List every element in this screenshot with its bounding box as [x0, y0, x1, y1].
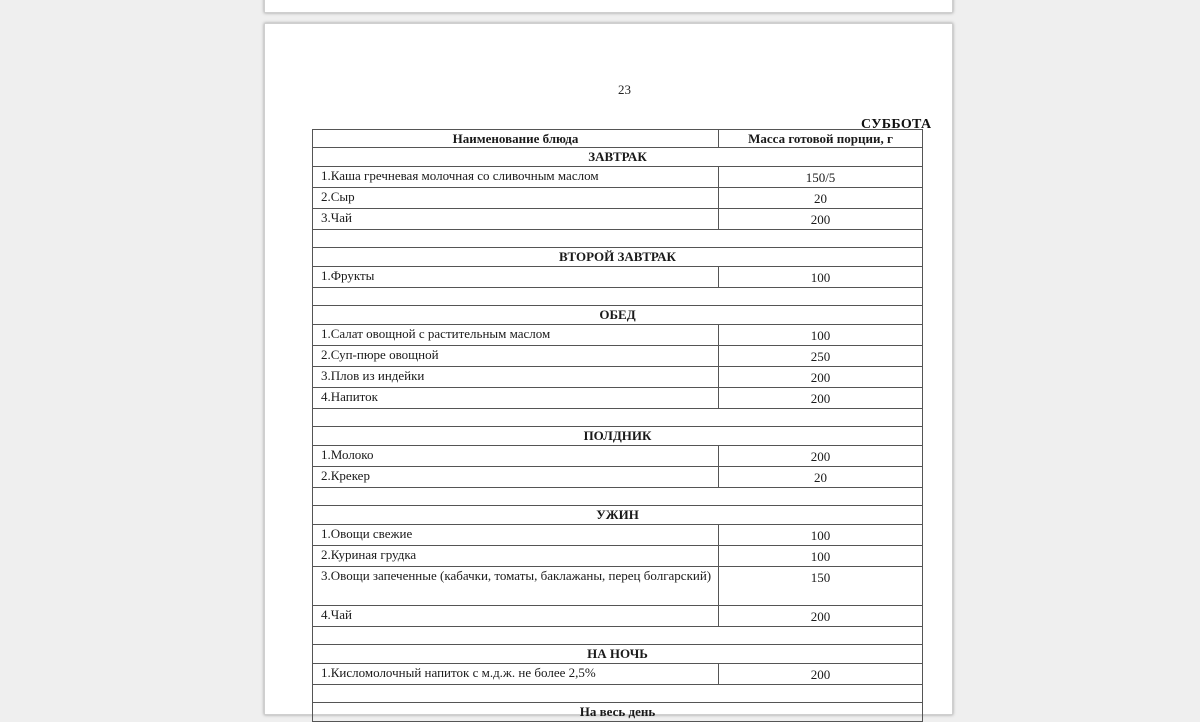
spacer-cell [313, 409, 923, 427]
section-header-row [313, 703, 923, 722]
section-title: ОБЕД [313, 306, 923, 325]
header-dish-name: Наименование блюда [313, 130, 719, 148]
spacer-row [313, 288, 923, 306]
portion-mass-cell: 200 [719, 367, 923, 388]
dish-name-cell: 2.Суп-пюре овощной [313, 346, 719, 367]
spacer-cell [313, 230, 923, 248]
table-row [313, 209, 923, 230]
dish-name-cell: 1.Каша гречневая молочная со сливочным маслом [313, 167, 719, 188]
table-row [313, 525, 923, 546]
spacer-row [313, 488, 923, 506]
dish-name-cell: 3.Плов из индейки [313, 367, 719, 388]
portion-mass-cell: 200 [719, 388, 923, 409]
table-row [313, 567, 923, 606]
spacer-cell [313, 627, 923, 645]
header-portion-mass: Масса готовой порции, г [719, 130, 923, 148]
portion-mass-cell: 200 [719, 446, 923, 467]
section-header-row [313, 148, 923, 167]
section-title: НА НОЧЬ [313, 645, 923, 664]
day-title: СУББОТА [861, 117, 932, 132]
table-row [313, 367, 923, 388]
portion-mass-cell: 150 [719, 567, 923, 606]
section-title: ПОЛДНИК [313, 427, 923, 446]
table-row [313, 606, 923, 627]
table-header-row [313, 130, 923, 148]
portion-mass-cell: 100 [719, 325, 923, 346]
dish-name-cell: 1.Кисломолочный напиток с м.д.ж. не более 2,5% [313, 664, 719, 685]
dish-name-cell: 4.Чай [313, 606, 719, 627]
table-row [313, 188, 923, 209]
portion-mass-cell: 100 [719, 525, 923, 546]
dish-name-cell: 2.Крекер [313, 467, 719, 488]
table-row [313, 325, 923, 346]
dish-name-cell: 2.Куриная грудка [313, 546, 719, 567]
dish-name-cell: 2.Сыр [313, 188, 719, 209]
section-header-row [313, 248, 923, 267]
portion-mass-cell: 200 [719, 209, 923, 230]
dish-name-cell: 1.Салат овощной с растительным маслом [313, 325, 719, 346]
previous-page-sheet [264, 0, 953, 13]
spacer-cell [313, 288, 923, 306]
page-number: 23 [618, 82, 631, 97]
portion-mass-cell: 100 [719, 546, 923, 567]
table-row [313, 446, 923, 467]
section-title: ВТОРОЙ ЗАВТРАК [313, 248, 923, 267]
spacer-row [313, 627, 923, 645]
table-row [313, 388, 923, 409]
spacer-cell [313, 685, 923, 703]
spacer-row [313, 230, 923, 248]
portion-mass-cell: 150/5 [719, 167, 923, 188]
table-row [313, 546, 923, 567]
dish-name-cell: 1.Фрукты [313, 267, 719, 288]
document-page [264, 23, 953, 719]
table-row [313, 467, 923, 488]
section-header-row [313, 306, 923, 325]
spacer-row [313, 409, 923, 427]
dish-name-cell: 1.Овощи свежие [313, 525, 719, 546]
menu-table [312, 129, 923, 722]
dish-name-cell: 3.Овощи запеченные (кабачки, томаты, баклажаны, перец болгарский) [313, 567, 719, 606]
table-row [313, 267, 923, 288]
table-row [313, 346, 923, 367]
portion-mass-cell: 20 [719, 467, 923, 488]
portion-mass-cell: 20 [719, 188, 923, 209]
section-header-row [313, 645, 923, 664]
portion-mass-cell: 200 [719, 664, 923, 685]
section-header-row [313, 506, 923, 525]
portion-mass-cell: 250 [719, 346, 923, 367]
table-row [313, 167, 923, 188]
dish-name-cell: 3.Чай [313, 209, 719, 230]
portion-mass-cell: 200 [719, 606, 923, 627]
section-title: УЖИН [313, 506, 923, 525]
table-row [313, 664, 923, 685]
spacer-row [313, 685, 923, 703]
dish-name-cell: 4.Напиток [313, 388, 719, 409]
section-header-row [313, 427, 923, 446]
spacer-cell [313, 488, 923, 506]
section-title: На весь день [313, 703, 923, 722]
portion-mass-cell: 100 [719, 267, 923, 288]
dish-name-cell: 1.Молоко [313, 446, 719, 467]
section-title: ЗАВТРАК [313, 148, 923, 167]
